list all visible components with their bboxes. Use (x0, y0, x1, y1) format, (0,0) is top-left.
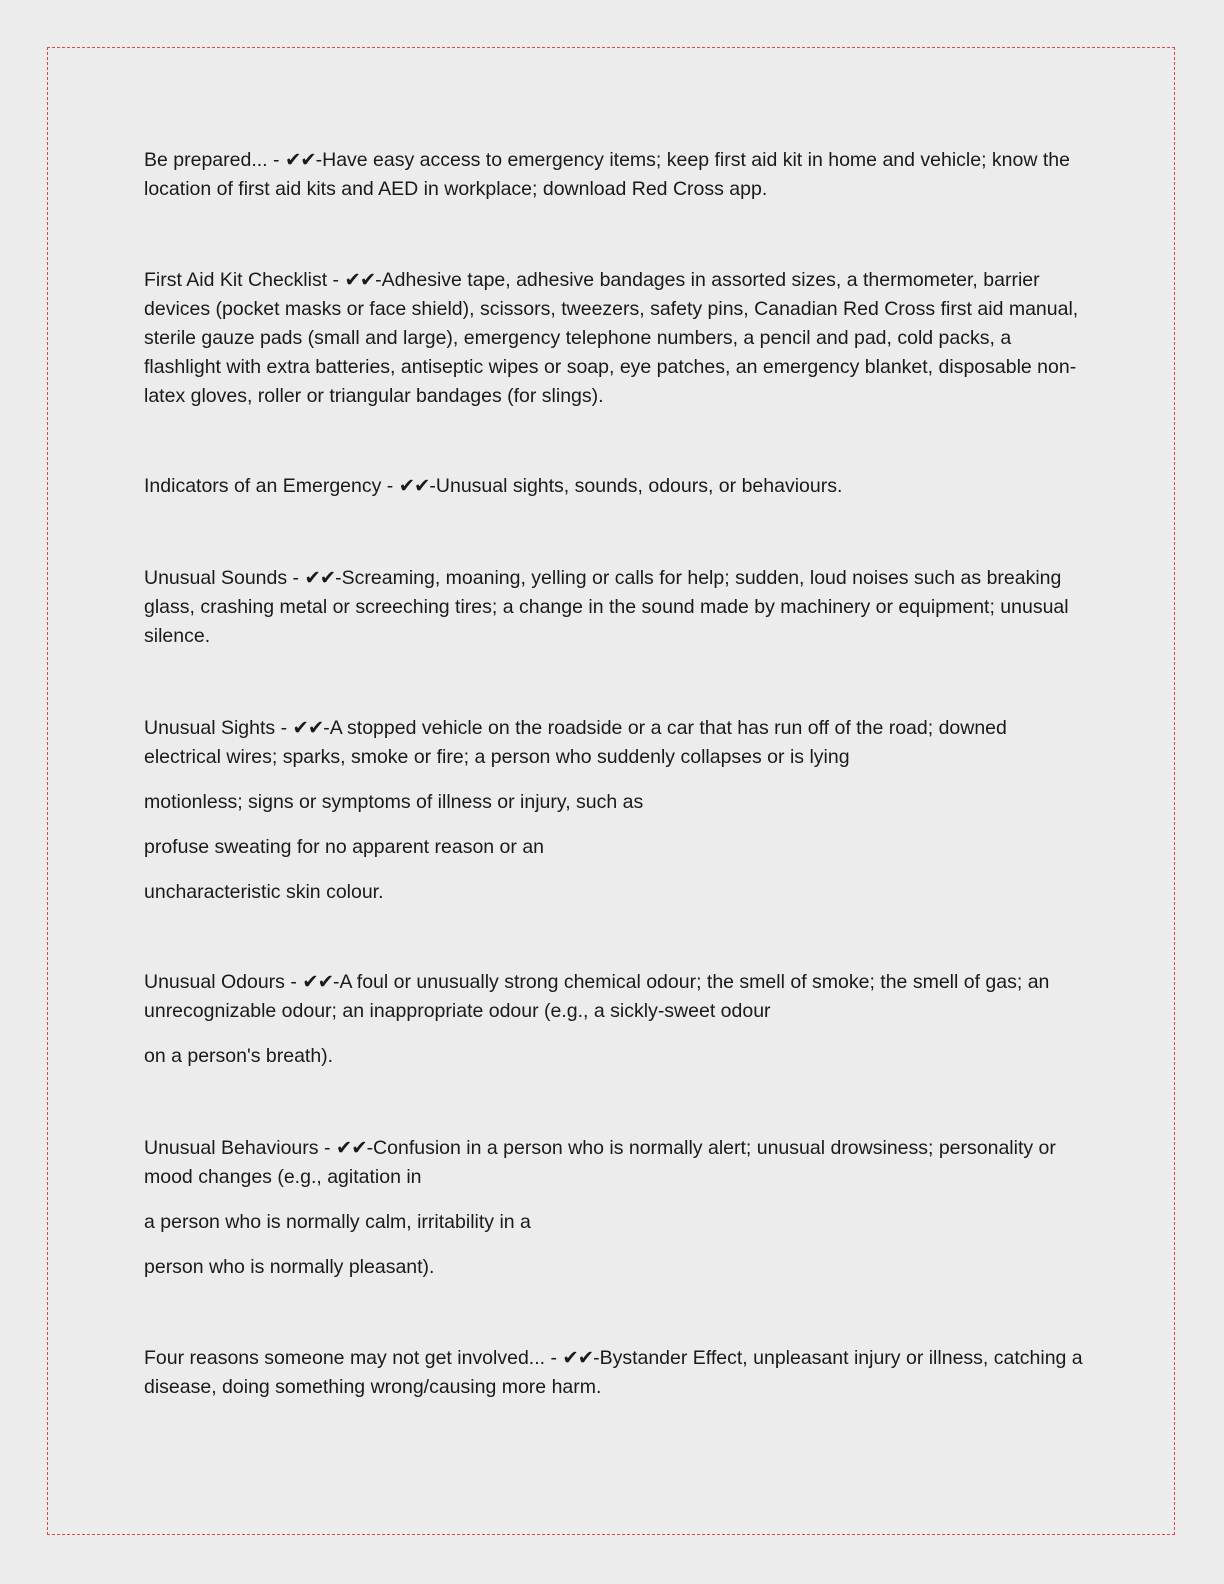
entry-definition-continuation: on a person's breath). (144, 1045, 334, 1067)
checkmark-icon: ✔✔ (304, 566, 336, 589)
entry-unusual-behaviours: Unusual Behaviours - ✔✔-Confusion in a person who is normally alert; unusual drowsiness; personality or mood changes (e.g., agitation in a person who is normally calm, irritability in a person who is normally pleasant). (144, 1133, 1084, 1282)
checkmark-icon: ✔✔ (562, 1346, 594, 1369)
entry-first-aid-kit-checklist: First Aid Kit Checklist - ✔✔-Adhesive tape, adhesive bandages in assorted sizes, a thermometer, barrier devices (pocket masks or face shield), scissors, tweezers, safety pins, Canadian Red Cross first aid manual, sterile gauze pads (small and large), emergency telephone numbers, a pencil and pad, cold packs, a flashlight with extra batteries, antiseptic wipes or soap, eye patches, an emergency blanket, disposable non-latex gloves, roller or triangular bandages (for slings). (144, 268, 1079, 407)
entry-term: Indicators of an Emergency (144, 475, 382, 497)
entry-term: Unusual Sights (144, 717, 276, 739)
entry-definition-continuation: a person who is normally calm, irritability in a (144, 1211, 531, 1233)
entry-definition: -A foul or unusually strong chemical odour; the smell of smoke; the smell of gas; an unrecognizable odour; an inappropriate odour (e.g., a sickly-sweet odour (144, 971, 1050, 1022)
entry-term: Be prepared... (144, 149, 268, 171)
entry-four-reasons: Four reasons someone may not get involved... - ✔✔-Bystander Effect, unpleasant injury or illness, catching a disease, doing something wrong/causing more harm. (144, 1346, 1083, 1398)
entry-definition-continuation: motionless; signs or symptoms of illness or injury, such as (144, 791, 644, 813)
entry-definition-continuation: uncharacteristic skin colour. (144, 881, 384, 903)
entry-definition: -Have easy access to emergency items; keep first aid kit in home and vehicle; know the location of first aid kits and AED in workplace; download Red Cross app. (144, 149, 1070, 200)
entry-definition: -Bystander Effect, unpleasant injury or illness, catching a disease, doing something wrong/causing more harm. (144, 1347, 1083, 1398)
checkmark-icon: ✔✔ (284, 148, 316, 171)
entry-unusual-sights: Unusual Sights - ✔✔-A stopped vehicle on the roadside or a car that has run off of the road; downed electrical wires; sparks, smoke or fire; a person who suddenly collapses or is lying motionless; signs or symptoms of illness or injury, such as profuse sweating for no apparent reason or an uncharacteristic skin colour. (144, 713, 1084, 907)
entry-definition: -A stopped vehicle on the roadside or a car that has run off of the road; downed electrical wires; sparks, smoke or fire; a person who suddenly collapses or is lying (144, 717, 1007, 768)
entry-definition: -Unusual sights, sounds, odours, or behaviours. (429, 475, 843, 497)
entry-unusual-sounds: Unusual Sounds - ✔✔-Screaming, moaning, yelling or calls for help; sudden, loud noises such as breaking glass, crashing metal or screeching tires; a change in the sound made by machinery or equipment; unusual silence. (144, 566, 1069, 647)
entry-definition: -Screaming, moaning, yelling or calls for help; sudden, loud noises such as breaking glass, crashing metal or screeching tires; a change in the sound made by machinery or equipment; unusual silence. (144, 567, 1069, 647)
entry-definition: -Adhesive tape, adhesive bandages in assorted sizes, a thermometer, barrier devices (pocket masks or face shield), scissors, tweezers, safety pins, Canadian Red Cross first aid manual, sterile gauze pads (small and large), emergency telephone numbers, a pencil and pad, cold packs, a flashlight with extra batteries, antiseptic wipes or soap, eye patches, an emergency blanket, disposable non-latex gloves, roller or triangular bandages (for slings). (144, 269, 1079, 407)
entry-term: First Aid Kit Checklist (144, 269, 328, 291)
entry-definition: -Confusion in a person who is normally alert; unusual drowsiness; personality or mood changes (e.g., agitation in (144, 1137, 1056, 1188)
entry-indicators-of-emergency: Indicators of an Emergency - ✔✔-Unusual sights, sounds, odours, or behaviours. (144, 474, 843, 497)
checkmark-icon: ✔✔ (292, 716, 324, 739)
entry-term: Unusual Behaviours (144, 1137, 319, 1159)
checkmark-icon: ✔✔ (398, 474, 430, 497)
checkmark-icon: ✔✔ (344, 268, 376, 291)
checkmark-icon: ✔✔ (302, 970, 333, 993)
checkmark-icon: ✔✔ (335, 1136, 367, 1159)
entry-term: Unusual Odours (144, 971, 285, 993)
entry-term: Unusual Sounds (144, 567, 288, 589)
entry-unusual-odours: Unusual Odours - ✔✔-A foul or unusually strong chemical odour; the smell of smoke; the smell of gas; an unrecognizable odour; an inappropriate odour (e.g., a sickly-sweet odour on a person's breath). (144, 967, 1084, 1071)
entry-definition-continuation: profuse sweating for no apparent reason or an (144, 836, 545, 858)
entry-term: Four reasons someone may not get involved... (144, 1347, 546, 1369)
entry-definition-continuation: person who is normally pleasant). (144, 1256, 435, 1278)
entry-be-prepared: Be prepared... - ✔✔-Have easy access to emergency items; keep first aid kit in home and vehicle; know the location of first aid kits and AED in workplace; download Red Cross app. (144, 148, 1070, 200)
